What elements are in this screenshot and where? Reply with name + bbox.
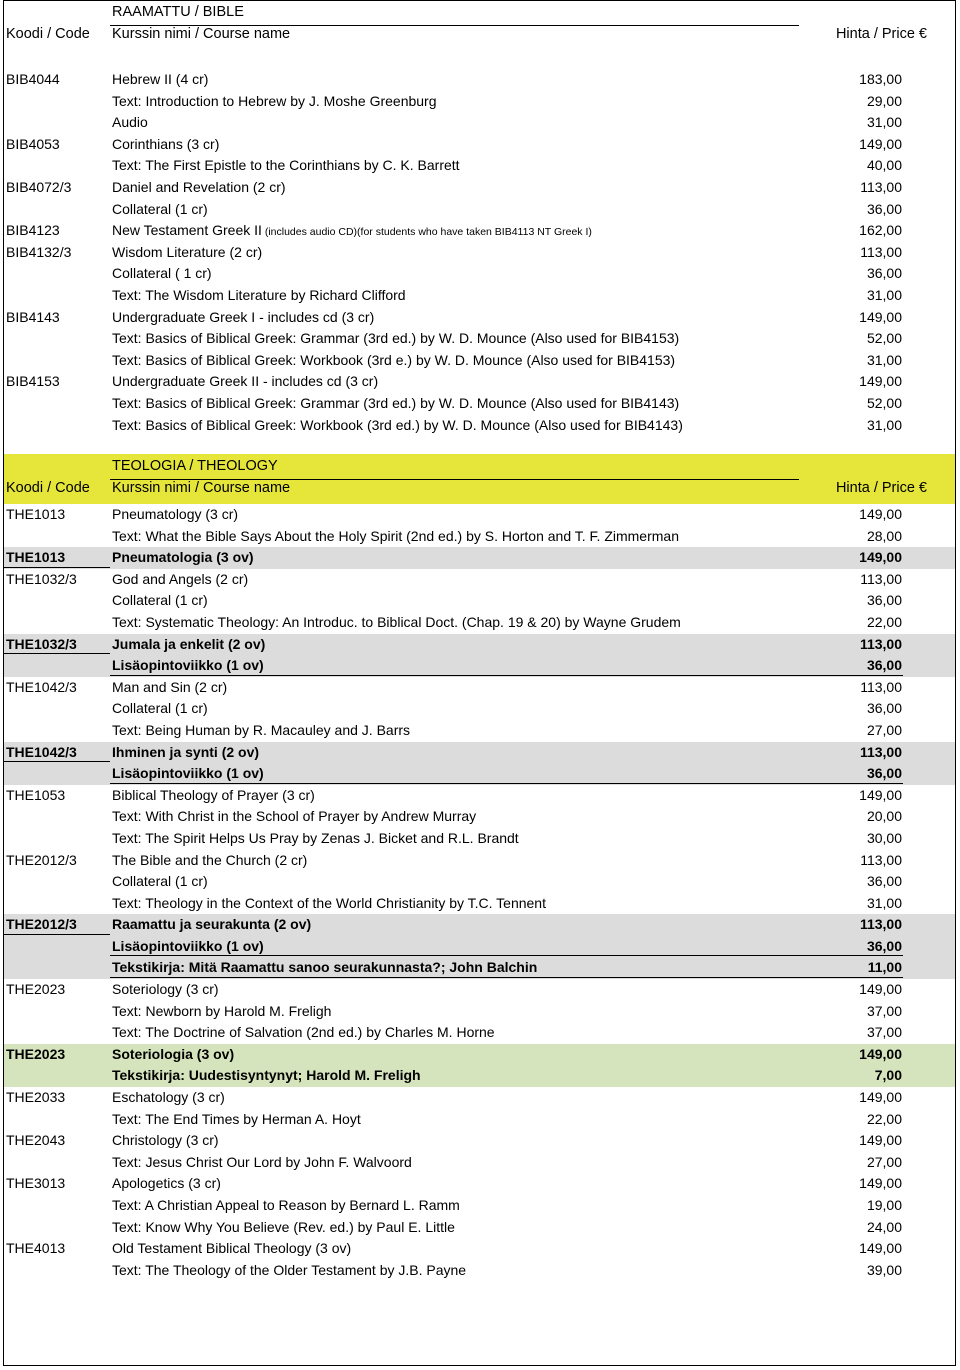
course-name-text: Undergraduate Greek I - includes cd (3 cr) (112, 308, 375, 325)
course-name (112, 1195, 460, 1217)
course-code: THE2023 (6, 981, 66, 998)
course-code: THE1053 (6, 786, 66, 803)
course-name (112, 1109, 361, 1131)
course-price: 31,00 (866, 416, 902, 433)
course-name-text: Text: The Doctrine of Salvation (2nd ed.) by Charles M. Horne (112, 1024, 495, 1041)
course-name-text: Text: Systematic Theology: An Introduc. to Biblical Doct. (Chap. 19 & 20) by Wayne Grudem (112, 613, 681, 630)
course-name-text: Corinthians (3 cr) (112, 135, 220, 152)
table-row (4, 1044, 955, 1066)
table-row (4, 526, 955, 548)
course-name-text: Text: Basics of Biblical Greek: Grammar (3rd ed.) by W. D. Mounce (Also used for BIB4143) (112, 394, 680, 411)
course-price: 149,00 (859, 373, 902, 390)
course-name (112, 112, 148, 134)
course-name-text: Collateral (1 cr) (112, 873, 208, 890)
table-row (4, 307, 955, 329)
course-name-text: Text: Basics of Biblical Greek: Workbook (3rd ed.) by W. D. Mounce (Also used for BIB4143) (112, 416, 683, 433)
course-price: 30,00 (866, 829, 902, 846)
course-name-text: Apologetics (3 cr) (112, 1175, 221, 1192)
course-price: 149,00 (859, 506, 902, 522)
course-name (112, 957, 537, 979)
course-name-text: Old Testament Biblical Theology (3 ov) (112, 1240, 352, 1257)
course-code: BIB4053 (6, 135, 60, 152)
course-price: 149,00 (859, 1175, 902, 1192)
table-row (4, 1065, 955, 1087)
course-name (112, 1217, 455, 1239)
course-name-text: Text: The Theology of the Older Testament by J.B. Payne (112, 1261, 467, 1278)
course-price: 37,00 (866, 1002, 902, 1019)
course-name-text: Text: The Wisdom Literature by Richard Clifford (112, 286, 406, 303)
course-code: BIB4123 (6, 222, 60, 239)
course-name-text: Undergraduate Greek II - includes cd (3 cr) (112, 373, 379, 390)
table-row (4, 1109, 955, 1131)
course-name-text: Text: Basics of Biblical Greek: Workbook (3rd e.) by W. D. Mounce (Also used for BIB4153) (112, 351, 676, 368)
course-name (112, 1238, 351, 1260)
table-row (4, 742, 955, 764)
section-title: TEOLOGIA / THEOLOGY (112, 458, 278, 474)
course-name-text: Lisäopintoviikko (1 ov) (112, 937, 264, 954)
table-row (4, 698, 955, 720)
course-price: 20,00 (866, 808, 902, 825)
theology-section (4, 454, 955, 1281)
course-code: THE1042/3 (6, 743, 77, 760)
course-name (112, 655, 264, 677)
course-name-text: God and Angels (2 cr) (112, 570, 249, 587)
course-name (112, 893, 546, 915)
table-row (4, 1087, 955, 1109)
table-row (4, 155, 955, 177)
course-name-text: Ihminen ja synti (2 ov) (112, 743, 260, 760)
course-name (112, 1130, 219, 1152)
table-row (4, 112, 955, 134)
course-name (112, 914, 311, 936)
course-name-text: Man and Sin (2 cr) (112, 678, 228, 695)
course-price: 36,00 (866, 765, 902, 782)
course-name-text: Text: What the Bible Says About the Holy Spirit (2nd ed.) by S. Horton and T. F. Zimmerman (112, 527, 679, 544)
course-name (112, 1173, 221, 1195)
table-row (4, 547, 955, 569)
table-row (4, 763, 955, 785)
course-name-text: Text: The Spirit Helps Us Pray by Zenas J. Bicket and R.L. Brandt (112, 829, 519, 846)
course-code: THE1042/3 (6, 678, 77, 695)
table-row (4, 328, 955, 350)
course-price: 149,00 (859, 1132, 902, 1149)
course-name (112, 1065, 421, 1087)
course-price: 149,00 (859, 1045, 902, 1062)
table-row (4, 1260, 955, 1282)
table-row (4, 371, 955, 393)
code-underline (4, 761, 110, 762)
course-name-text: Wisdom Literature (2 cr) (112, 243, 263, 260)
row-underline (110, 977, 903, 978)
course-name (112, 263, 212, 285)
price-header-label: Hinta / Price (835, 26, 915, 42)
course-name (112, 806, 476, 828)
course-name (112, 1152, 412, 1174)
course-name (112, 220, 592, 244)
course-price: 149,00 (859, 308, 902, 325)
course-price: 27,00 (866, 1153, 902, 1170)
course-price: 36,00 (866, 937, 902, 954)
course-price: 36,00 (866, 265, 902, 282)
course-price: 113,00 (860, 178, 902, 195)
course-price: 39,00 (866, 1261, 902, 1278)
course-price: 40,00 (866, 157, 902, 174)
table-row (4, 242, 955, 264)
course-price: 36,00 (866, 592, 902, 609)
course-name-text: Collateral (1 cr) (112, 700, 208, 717)
course-name (112, 547, 254, 569)
table-row (4, 914, 955, 936)
table-row (4, 1152, 955, 1174)
course-name-text: Pneumatologia (3 ov) (112, 549, 254, 566)
section-header (4, 454, 955, 504)
course-name (112, 850, 307, 872)
course-name-column-header: Kurssin nimi / Course name (112, 480, 291, 496)
course-price: 36,00 (866, 200, 902, 217)
course-name-text: Daniel and Revelation (2 cr) (112, 178, 286, 195)
course-name (112, 979, 219, 1001)
course-code: THE2012/3 (6, 916, 77, 933)
course-name-text: Christology (3 cr) (112, 1132, 219, 1149)
table-row (4, 263, 955, 285)
course-price: 22,00 (866, 613, 902, 630)
table-row (4, 785, 955, 807)
table-row (4, 850, 955, 872)
course-name-text: Text: Introduction to Hebrew by J. Moshe Greenburg (112, 92, 437, 109)
section-title: RAAMATTU / BIBLE (112, 4, 244, 20)
course-name (112, 720, 410, 742)
course-price: 36,00 (866, 700, 902, 717)
course-name-text: Jumala ja enkelit (2 ov) (112, 635, 266, 652)
course-name-text: New Testament Greek II (112, 222, 262, 239)
course-name (112, 1087, 225, 1109)
code-underline (4, 934, 110, 935)
row-underline (110, 675, 903, 676)
course-name (112, 328, 679, 350)
course-price: 149,00 (859, 1240, 902, 1257)
table-row (4, 220, 955, 242)
code-column-header: Koodi / Code (6, 480, 90, 496)
course-name-text: Text: Basics of Biblical Greek: Grammar (3rd ed.) by W. D. Mounce (Also used for BIB4153) (112, 330, 680, 347)
course-price: 24,00 (866, 1218, 902, 1235)
course-list (4, 504, 955, 1281)
table-row (4, 828, 955, 850)
table-row (4, 590, 955, 612)
course-code: THE2023 (6, 1045, 66, 1062)
course-name (112, 742, 259, 764)
table-row (4, 1001, 955, 1023)
table-row (4, 957, 955, 979)
course-name (112, 936, 264, 958)
course-name-text: Collateral (1 cr) (112, 200, 208, 217)
row-underline (110, 955, 903, 956)
course-name (112, 393, 679, 415)
course-name (112, 569, 248, 591)
course-name-text: Audio (112, 114, 148, 131)
course-price: 31,00 (866, 894, 902, 911)
code-underline (4, 653, 110, 654)
course-code: THE2012/3 (6, 851, 77, 868)
course-price: 37,00 (866, 1024, 902, 1041)
course-name (112, 871, 208, 893)
row-underline (110, 783, 903, 784)
table-row (4, 285, 955, 307)
course-price: 162,00 (859, 222, 902, 239)
course-code: THE3013 (6, 1175, 66, 1192)
course-name-text: Text: The First Epistle to the Corinthians by C. K. Barrett (112, 157, 460, 174)
course-price: 183,00 (859, 71, 902, 87)
section-header (4, 0, 955, 50)
table-row (4, 177, 955, 199)
table-row (4, 871, 955, 893)
course-name-text: The Bible and the Church (2 cr) (112, 851, 308, 868)
course-name (112, 828, 519, 850)
course-name-text: Hebrew II (4 cr) (112, 71, 209, 87)
table-row (4, 1130, 955, 1152)
course-name (112, 785, 315, 807)
course-price: 7,00 (874, 1067, 902, 1084)
course-name-text: Collateral (1 cr) (112, 592, 208, 609)
course-code: THE1032/3 (6, 570, 77, 587)
course-name-text: Text: Theology in the Context of the World Christianity by T.C. Tennent (112, 894, 546, 911)
course-price: 149,00 (859, 1089, 902, 1106)
course-price: 149,00 (859, 549, 902, 566)
course-price: 113,00 (859, 635, 902, 652)
course-name (112, 612, 681, 634)
course-name-text: Text: Newborn by Harold M. Freligh (112, 1002, 332, 1019)
course-name-text: Text: Being Human by R. Macauley and J. Barrs (112, 721, 411, 738)
course-name (112, 504, 238, 526)
table-row (4, 612, 955, 634)
course-name (112, 590, 208, 612)
course-name-text: Text: Jesus Christ Our Lord by John F. Walvoord (112, 1153, 412, 1170)
course-price: 29,00 (866, 92, 902, 109)
course-code: THE2043 (6, 1132, 66, 1149)
course-name-text: Pneumatology (3 cr) (112, 506, 239, 522)
course-price: 113,00 (860, 243, 902, 260)
course-name-text: Text: Know Why You Believe (Rev. ed.) by Paul E. Little (112, 1218, 455, 1235)
course-price: 11,00 (867, 959, 902, 976)
course-code: THE1032/3 (6, 635, 77, 652)
table-row (4, 504, 955, 526)
course-name-text: Tekstikirja: Uudestisyntynyt; Harold M. Freligh (112, 1067, 421, 1084)
course-price: 113,00 (860, 678, 902, 695)
course-name (112, 1022, 495, 1044)
course-name (112, 199, 208, 221)
course-name-text: Collateral ( 1 cr) (112, 265, 212, 282)
table-row (4, 720, 955, 742)
course-price: 36,00 (866, 873, 902, 890)
euro-icon: € (918, 480, 927, 496)
course-code: THE2033 (6, 1089, 66, 1106)
course-name-text: Raamattu ja seurakunta (2 ov) (112, 916, 312, 933)
course-name (112, 1044, 234, 1066)
course-name (112, 526, 679, 548)
course-price: 149,00 (859, 981, 902, 998)
course-name (112, 1001, 331, 1023)
course-code: BIB4044 (6, 71, 60, 87)
course-price: 31,00 (866, 286, 902, 303)
course-price: 52,00 (866, 394, 902, 411)
price-column-header (836, 26, 927, 42)
table-row (4, 393, 955, 415)
course-code: BIB4143 (6, 308, 60, 325)
course-price: 31,00 (866, 114, 902, 131)
course-code: THE4013 (6, 1240, 66, 1257)
table-row (4, 806, 955, 828)
course-price: 27,00 (866, 721, 902, 738)
course-name-text: Lisäopintoviikko (1 ov) (112, 765, 264, 782)
course-name-text: Eschatology (3 cr) (112, 1089, 225, 1106)
course-list (4, 69, 955, 436)
course-code: THE1013 (6, 506, 66, 522)
table-row (4, 1195, 955, 1217)
course-price: 113,00 (860, 851, 902, 868)
table-row (4, 91, 955, 113)
course-name (112, 677, 227, 699)
course-name (112, 307, 374, 329)
course-price: 22,00 (866, 1110, 902, 1127)
table-row (4, 936, 955, 958)
table-row (4, 1238, 955, 1260)
course-code: BIB4132/3 (6, 243, 72, 260)
course-code: THE1013 (6, 549, 66, 566)
course-name-text: Lisäopintoviikko (1 ov) (112, 657, 264, 674)
table-row (4, 69, 955, 91)
course-name (112, 69, 208, 91)
course-name (112, 155, 460, 177)
course-name (112, 698, 208, 720)
bible-section (4, 0, 955, 436)
course-name (112, 177, 286, 199)
course-name (112, 1260, 466, 1282)
course-name (112, 134, 219, 156)
table-row (4, 569, 955, 591)
course-name (112, 371, 378, 393)
price-column-header (836, 480, 927, 496)
course-name (112, 242, 262, 264)
table-row (4, 199, 955, 221)
course-code: BIB4072/3 (6, 178, 72, 195)
spacer (4, 50, 955, 69)
table-row (4, 979, 955, 1001)
course-name-text: Text: With Christ in the School of Prayer by Andrew Murray (112, 808, 477, 825)
course-note: (includes audio CD)(for students who have taken BIB4113 NT Greek I) (261, 226, 592, 239)
course-price: 113,00 (859, 916, 902, 933)
course-name-text: Tekstikirja: Mitä Raamattu sanoo seurakunnasta?; John Balchin (112, 959, 538, 976)
course-name-text: Text: The End Times by Herman A. Hoyt (112, 1110, 361, 1127)
table-row (4, 893, 955, 915)
table-row (4, 655, 955, 677)
table-row (4, 134, 955, 156)
course-name-text: Soteriology (3 cr) (112, 981, 219, 998)
course-name (112, 350, 675, 372)
course-price: 113,00 (860, 570, 902, 587)
table-row (4, 677, 955, 699)
table-row (4, 1217, 955, 1239)
code-underline (4, 567, 110, 568)
table-row (4, 634, 955, 656)
course-price: 28,00 (866, 527, 902, 544)
table-row (4, 350, 955, 372)
course-name (112, 634, 265, 656)
course-name-column-header: Kurssin nimi / Course name (112, 26, 291, 42)
course-name (112, 91, 437, 113)
course-name (112, 763, 264, 785)
code-column-header: Koodi / Code (6, 26, 90, 42)
price-header-label: Hinta / Price (835, 480, 915, 496)
course-price: 19,00 (866, 1197, 902, 1213)
course-price: 52,00 (866, 330, 902, 347)
course-price: 36,00 (866, 657, 902, 674)
course-name (112, 415, 683, 437)
course-name (112, 285, 406, 307)
table-row (4, 1173, 955, 1195)
course-price: 113,00 (859, 743, 902, 760)
course-name-text: Text: A Christian Appeal to Reason by Bernard L. Ramm (112, 1197, 460, 1213)
course-name-text: Biblical Theology of Prayer (3 cr) (112, 786, 315, 803)
euro-icon: € (918, 26, 927, 42)
table-row (4, 415, 955, 437)
course-name-text: Soteriologia (3 ov) (112, 1045, 235, 1062)
table-row (4, 1022, 955, 1044)
course-code: BIB4153 (6, 373, 60, 390)
course-price: 31,00 (866, 351, 902, 368)
course-price: 149,00 (859, 786, 902, 803)
course-price: 149,00 (859, 135, 902, 152)
